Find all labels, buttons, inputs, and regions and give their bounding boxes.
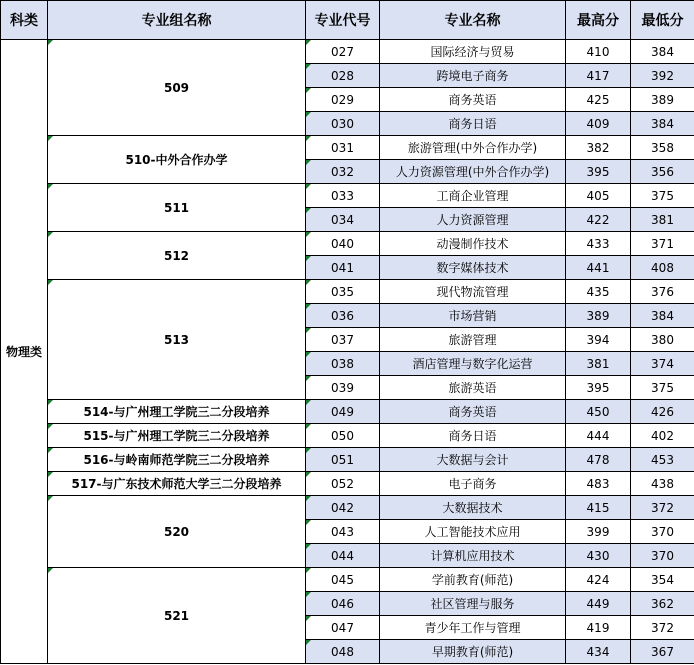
major-cell: 数字媒体技术 [380, 256, 566, 280]
major-cell: 计算机应用技术 [380, 544, 566, 568]
code-cell: 046 [306, 592, 380, 616]
major-cell: 商务日语 [380, 112, 566, 136]
group-name-cell: 512 [48, 232, 306, 280]
group-name-cell: 513 [48, 280, 306, 400]
group-name-cell: 521 [48, 568, 306, 664]
min-cell: 380 [631, 328, 694, 352]
min-cell: 356 [631, 160, 694, 184]
max-cell: 399 [566, 520, 631, 544]
code-cell: 029 [306, 88, 380, 112]
table-row [1, 496, 694, 520]
code-cell: 048 [306, 640, 380, 664]
major-cell: 旅游管理(中外合作办学) [380, 136, 566, 160]
min-cell: 376 [631, 280, 694, 304]
header-subject: 科类 [1, 1, 48, 40]
code-cell: 042 [306, 496, 380, 520]
code-cell: 043 [306, 520, 380, 544]
major-cell: 人力资源管理(中外合作办学) [380, 160, 566, 184]
max-cell: 441 [566, 256, 631, 280]
min-cell: 374 [631, 352, 694, 376]
code-cell: 039 [306, 376, 380, 400]
header-row [1, 1, 694, 40]
subject-cell: 物理类 [1, 40, 48, 664]
max-cell: 434 [566, 640, 631, 664]
group-name-cell: 515-与广州理工学院三二分段培养 [48, 424, 306, 448]
major-cell: 人力资源管理 [380, 208, 566, 232]
min-cell: 370 [631, 520, 694, 544]
table-row [1, 232, 694, 256]
code-cell: 034 [306, 208, 380, 232]
code-cell: 040 [306, 232, 380, 256]
min-cell: 389 [631, 88, 694, 112]
major-cell: 商务日语 [380, 424, 566, 448]
code-cell: 028 [306, 64, 380, 88]
table-body [1, 40, 694, 664]
major-cell: 商务英语 [380, 88, 566, 112]
code-cell: 032 [306, 160, 380, 184]
max-cell: 405 [566, 184, 631, 208]
max-cell: 424 [566, 568, 631, 592]
table-row [1, 136, 694, 160]
min-cell: 371 [631, 232, 694, 256]
min-cell: 362 [631, 592, 694, 616]
table-row [1, 400, 694, 424]
max-cell: 389 [566, 304, 631, 328]
max-cell: 382 [566, 136, 631, 160]
table-row [1, 280, 694, 304]
max-cell: 409 [566, 112, 631, 136]
max-cell: 415 [566, 496, 631, 520]
major-cell: 商务英语 [380, 400, 566, 424]
major-cell: 现代物流管理 [380, 280, 566, 304]
min-cell: 438 [631, 472, 694, 496]
code-cell: 047 [306, 616, 380, 640]
max-cell: 417 [566, 64, 631, 88]
major-cell: 大数据技术 [380, 496, 566, 520]
major-cell: 旅游管理 [380, 328, 566, 352]
max-cell: 425 [566, 88, 631, 112]
code-cell: 050 [306, 424, 380, 448]
table-row [1, 424, 694, 448]
min-cell: 358 [631, 136, 694, 160]
major-cell: 酒店管理与数字化运营 [380, 352, 566, 376]
major-cell: 市场营销 [380, 304, 566, 328]
header-min: 最低分 [631, 1, 694, 40]
code-cell: 030 [306, 112, 380, 136]
group-name-cell: 511 [48, 184, 306, 232]
min-cell: 381 [631, 208, 694, 232]
code-cell: 049 [306, 400, 380, 424]
max-cell: 430 [566, 544, 631, 568]
code-cell: 027 [306, 40, 380, 64]
max-cell: 444 [566, 424, 631, 448]
table-row [1, 184, 694, 208]
major-cell: 国际经济与贸易 [380, 40, 566, 64]
min-cell: 370 [631, 544, 694, 568]
max-cell: 381 [566, 352, 631, 376]
group-name-cell: 509 [48, 40, 306, 136]
code-cell: 044 [306, 544, 380, 568]
table-row [1, 568, 694, 592]
max-cell: 433 [566, 232, 631, 256]
max-cell: 422 [566, 208, 631, 232]
group-name-cell: 516-与岭南师范学院三二分段培养 [48, 448, 306, 472]
major-cell: 人工智能技术应用 [380, 520, 566, 544]
code-cell: 036 [306, 304, 380, 328]
header-code: 专业代号 [306, 1, 380, 40]
major-cell: 旅游英语 [380, 376, 566, 400]
major-cell: 跨境电子商务 [380, 64, 566, 88]
min-cell: 372 [631, 496, 694, 520]
code-cell: 051 [306, 448, 380, 472]
max-cell: 394 [566, 328, 631, 352]
table-row [1, 472, 694, 496]
major-cell: 学前教育(师范) [380, 568, 566, 592]
min-cell: 384 [631, 112, 694, 136]
group-name-cell: 510-中外合作办学 [48, 136, 306, 184]
major-cell: 早期教育(师范) [380, 640, 566, 664]
code-cell: 045 [306, 568, 380, 592]
max-cell: 478 [566, 448, 631, 472]
min-cell: 453 [631, 448, 694, 472]
min-cell: 375 [631, 376, 694, 400]
major-cell: 动漫制作技术 [380, 232, 566, 256]
max-cell: 449 [566, 592, 631, 616]
major-cell: 电子商务 [380, 472, 566, 496]
major-cell: 社区管理与服务 [380, 592, 566, 616]
min-cell: 384 [631, 40, 694, 64]
major-cell: 青少年工作与管理 [380, 616, 566, 640]
min-cell: 354 [631, 568, 694, 592]
max-cell: 395 [566, 376, 631, 400]
min-cell: 372 [631, 616, 694, 640]
code-cell: 038 [306, 352, 380, 376]
code-cell: 035 [306, 280, 380, 304]
group-name-cell: 514-与广州理工学院三二分段培养 [48, 400, 306, 424]
header-max: 最高分 [566, 1, 631, 40]
max-cell: 419 [566, 616, 631, 640]
max-cell: 410 [566, 40, 631, 64]
code-cell: 041 [306, 256, 380, 280]
min-cell: 426 [631, 400, 694, 424]
max-cell: 450 [566, 400, 631, 424]
max-cell: 395 [566, 160, 631, 184]
header-major: 专业名称 [380, 1, 566, 40]
min-cell: 392 [631, 64, 694, 88]
table-row [1, 448, 694, 472]
group-name-cell: 520 [48, 496, 306, 568]
min-cell: 402 [631, 424, 694, 448]
min-cell: 367 [631, 640, 694, 664]
code-cell: 033 [306, 184, 380, 208]
min-cell: 375 [631, 184, 694, 208]
max-cell: 435 [566, 280, 631, 304]
table-row [1, 40, 694, 64]
major-cell: 大数据与会计 [380, 448, 566, 472]
min-cell: 408 [631, 256, 694, 280]
major-cell: 工商企业管理 [380, 184, 566, 208]
header-group: 专业组名称 [48, 1, 306, 40]
code-cell: 052 [306, 472, 380, 496]
min-cell: 384 [631, 304, 694, 328]
max-cell: 483 [566, 472, 631, 496]
code-cell: 037 [306, 328, 380, 352]
group-name-cell: 517-与广东技术师范大学三二分段培养 [48, 472, 306, 496]
code-cell: 031 [306, 136, 380, 160]
